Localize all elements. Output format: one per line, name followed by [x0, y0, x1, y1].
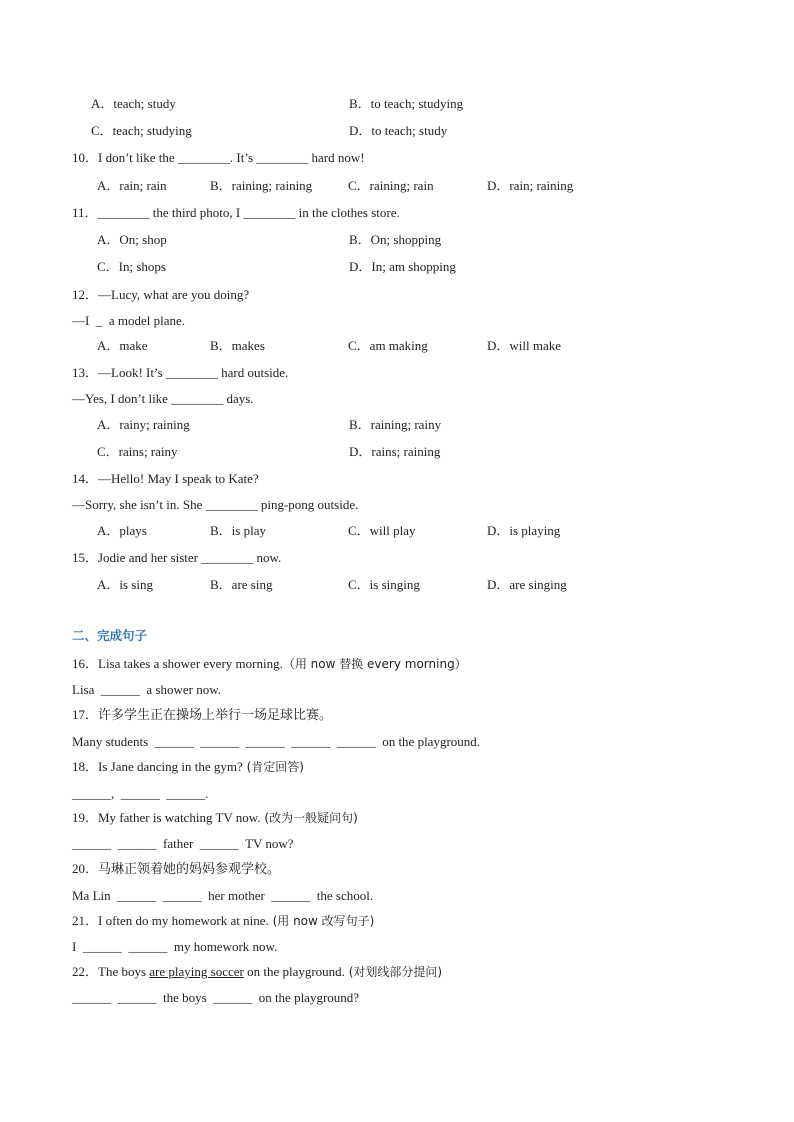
q9-option-b: B．to teach; studying [349, 96, 464, 111]
q14-option-a: A．plays [97, 523, 147, 538]
q18-stem [72, 759, 304, 775]
q22-stem-post: on the playground. [243, 964, 345, 979]
q12-option-b: B．makes [210, 338, 265, 353]
q18-answer-line: ______, ______ ______. [72, 786, 209, 801]
section-heading: 二、完成句子 [72, 628, 148, 643]
q17-stem: 17．许多学生正在操场上举行一场足球比赛。 [72, 707, 333, 722]
q12-option-a: A．make [97, 338, 148, 353]
q14-option-d: D．is playing [487, 523, 561, 538]
q17-answer-line: Many students ______ ______ ______ ______ ______ on the playground. [72, 734, 481, 749]
q16-stem-en: 16．Lisa takes a shower every morning. [72, 656, 283, 671]
q11-option-c: C．In; shops [97, 259, 166, 274]
q10-stem: 10．I don’t like the ________. It’s ________ hard now! [72, 150, 365, 165]
q16-answer-line: Lisa ______ a shower now. [72, 682, 221, 697]
q12-stem: 12．—Lucy, what are you doing? [72, 287, 250, 302]
q19-stem [72, 810, 358, 826]
q15-option-d: D．are singing [487, 577, 567, 592]
q22-stem-cn: (对划线部分提问) [344, 965, 443, 979]
q10-option-c: C．raining; rain [348, 178, 434, 193]
q16-stem-cn: （用 now 替换 every morning） [282, 657, 467, 671]
q14-option-b: B．is play [210, 523, 266, 538]
q12-stem-line2: —I _ a model plane. [72, 313, 185, 328]
q19-stem-cn: (改为一般疑问句) [260, 811, 358, 825]
q13-option-d: D．rains; raining [349, 444, 441, 459]
q22-underlined-phrase: are playing soccer [149, 964, 244, 979]
q14-stem-line2: —Sorry, she isn’t in. She ________ ping-pong outside. [72, 497, 359, 512]
q16-stem [72, 656, 467, 672]
q11-option-d: D．In; am shopping [349, 259, 456, 274]
q21-stem-en: 21．I often do my homework at nine. [72, 913, 269, 928]
q20-answer-line: Ma Lin ______ ______ her mother ______ the school. [72, 888, 374, 903]
q10-option-d: D．rain; raining [487, 178, 574, 193]
q11-option-a: A．On; shop [97, 232, 167, 247]
q21-stem [72, 913, 374, 929]
q11-stem: 11．________ the third photo, I ________ in the clothes store. [72, 205, 400, 220]
q13-stem-line2: —Yes, I don’t like ________ days. [72, 391, 254, 406]
q9-option-c: C．teach; studying [91, 123, 192, 138]
q10-option-a: A．rain; rain [97, 178, 167, 193]
q12-option-c: C．am making [348, 338, 428, 353]
q18-stem-cn: (肯定回答) [242, 760, 304, 774]
q13-option-b: B．raining; rainy [349, 417, 442, 432]
q22-stem-pre: 22．The boys [72, 964, 150, 979]
q13-stem: 13．—Look! It’s ________ hard outside. [72, 365, 289, 380]
q20-stem: 20．马琳正领着她的妈妈参观学校。 [72, 861, 281, 876]
q14-stem: 14．—Hello! May I speak to Kate? [72, 471, 259, 486]
q11-option-b: B．On; shopping [349, 232, 442, 247]
q14-option-c: C．will play [348, 523, 416, 538]
q22-answer-line: ______ ______ the boys ______ on the playground? [72, 990, 360, 1005]
q21-answer-line: I ______ ______ my homework now. [72, 939, 278, 954]
q19-answer-line: ______ ______ father ______ TV now? [72, 836, 294, 851]
q18-stem-en: 18．Is Jane dancing in the gym? [72, 759, 243, 774]
q15-option-c: C．is singing [348, 577, 420, 592]
q21-stem-cn: (用 now 改写句子) [268, 914, 375, 928]
q19-stem-en: 19．My father is watching TV now. [72, 810, 261, 825]
q13-option-a: A．rainy; raining [97, 417, 190, 432]
q15-option-a: A．is sing [97, 577, 153, 592]
q9-option-d: D．to teach; study [349, 123, 448, 138]
q15-stem: 15．Jodie and her sister ________ now. [72, 550, 282, 565]
q10-option-b: B．raining; raining [210, 178, 313, 193]
q9-option-a: A．teach; study [91, 96, 176, 111]
q15-option-b: B．are sing [210, 577, 273, 592]
q13-option-c: C．rains; rainy [97, 444, 178, 459]
q22-stem [72, 964, 442, 980]
q12-option-d: D．will make [487, 338, 562, 353]
